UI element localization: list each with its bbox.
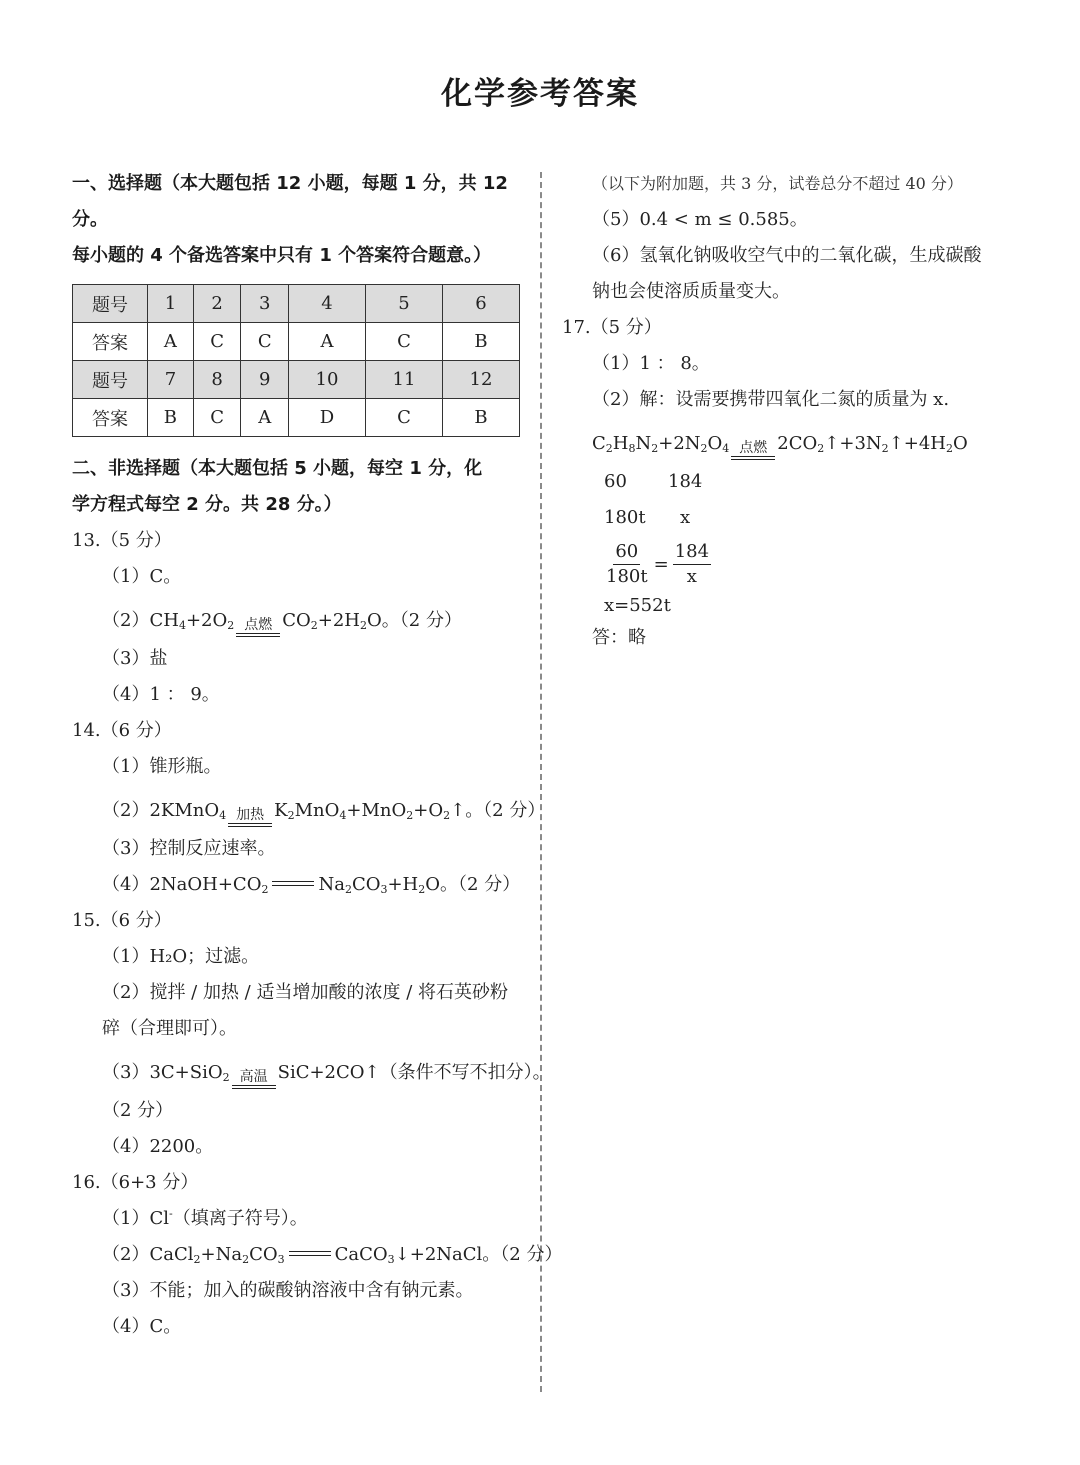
table-cell: 10 [289,361,366,399]
row-label: 题号 [73,285,148,323]
q16-answer-4: （4）C。 [102,1316,182,1337]
chem-formula: Cl- [149,1207,173,1229]
q14-answer-4-suffix: 。（2 分） [440,874,521,895]
q15-answer-3-prefix: （3） [102,1062,150,1083]
equals-bar [731,456,775,460]
fraction-denominator: x [686,565,697,587]
q13-answer-1: （1）C。 [102,566,182,587]
table-cell: 1 [148,285,194,323]
extra-note: （以下为附加题，共 3 分，试卷总分不超过 40 分） [592,174,963,193]
chem-equation: $2NaOH+CO_2$ [149,874,269,896]
q17-value-row [562,500,1022,536]
right-column [562,166,1022,656]
q13-answer-3: （3）盐 [102,648,168,669]
reaction-condition [232,1070,276,1089]
section2-heading-cont: 学方程式每空 2 分。共 28 分。） [72,494,342,515]
condition-text: 点燃 [244,617,273,633]
q14-answer-3: （3）控制反应速率。 [102,838,276,859]
q15-answer-2: （2）搅拌 / 加热 / 适当增加酸的浓度 / 将石英砂粉 [102,982,508,1003]
chem-equation: SiC+2CO↑ [277,1062,380,1083]
table-cell: 8 [193,361,241,399]
condition-text: 加热 [236,807,265,823]
table-cell: 5 [366,285,443,323]
table-cell: 7 [148,361,194,399]
equals-bar [272,881,314,886]
chem-equation: 3C+SiO$_2$ [149,1062,230,1084]
q17-answer-1: （1）1 ： 8。 [592,353,710,374]
q15-answer-1: （1）H₂O；过滤。 [102,946,260,967]
table-cell: A [241,399,289,437]
equals-bar [289,1251,331,1256]
answer-table [72,284,520,437]
table-cell: 2 [193,285,241,323]
q15-answer-3-cont: （2 分） [102,1100,174,1121]
chem-equation: CaCO$_3$↓+2NaCl [334,1244,483,1266]
q13-answer-2 [72,595,527,641]
row-label: 答案 [73,323,148,361]
q16-answer-1-suffix: （填离子符号）。 [172,1208,308,1229]
section1-heading: 一、选择题（本大题包括 12 小题，每题 1 分，共 12 分。 [72,173,508,230]
chem-equation: 2KMnO$_4$ [149,800,227,822]
reaction-condition [228,808,272,827]
table-row [73,361,520,399]
chem-equation: $K_2MnO_4+MnO_2+O_2↑$ [274,800,466,822]
q15-answer-3 [72,1047,551,1093]
table-row [73,399,520,437]
q16-answer-1 [72,1201,527,1237]
table-cell: B [442,399,519,437]
q15-label: 15.（6 分） [72,910,172,931]
table-row [73,323,520,361]
table-cell: D [289,399,366,437]
chem-equation: $2CO_2↑+3N_2↑+4H_2O$ [777,433,968,455]
equals-bar [232,1085,276,1089]
table-cell: C [366,323,443,361]
reaction-condition [731,441,775,460]
condition-text: 高温 [239,1069,268,1085]
equals-bar [236,633,280,637]
q15-answer-4: （4）2200。 [102,1136,214,1157]
q17-proportion [562,536,1022,592]
extra-answer-5: （5）0.4 < m ≤ 0.585。 [592,209,808,230]
q16-answer-1-prefix: （1） [102,1208,150,1229]
actual-mass-1: 180t [604,507,646,528]
table-cell: 11 [366,361,443,399]
q13-answer-4: （4）1 ： 9。 [102,684,220,705]
table-row [73,285,520,323]
fraction-right [673,540,711,589]
table-cell: 4 [289,285,366,323]
reaction-condition [236,618,280,637]
chem-equation: $CO_2+2H_2O$ [282,610,382,632]
table-cell: 3 [241,285,289,323]
q14-answer-4 [72,867,527,903]
left-column [72,166,563,1345]
section1-heading-cont: 每小题的 4 个备选答案中只有 1 个答案符合题意。） [72,245,492,266]
section2-heading: 二、非选择题（本大题包括 5 小题，每空 1 分，化 [72,458,483,479]
q14-answer-2-prefix: （2） [102,800,150,821]
chem-equation: $Na_2CO_3+H_2O$ [318,874,441,896]
table-cell: A [289,323,366,361]
q14-answer-2-suffix: 。（2 分） [465,800,546,821]
q14-answer-2 [72,785,546,831]
equals-bar [228,823,272,827]
table-cell: B [148,399,194,437]
chem-equation: $C_2H_8N_2+2N_2O_4$ [592,433,730,455]
q17-label: 17.（5 分） [562,317,662,338]
page-title: 化学参考答案 [441,76,639,112]
q13-answer-2-prefix: （2） [102,610,150,631]
extra-answer-6: （6）氢氧化钠吸收空气中的二氧化碳，生成碳酸 [592,245,982,266]
extra-answer-6-cont: 钠也会使溶质质量变大。 [592,281,790,302]
q15-answer-3-suffix: （条件不写不扣分）。 [379,1062,551,1083]
table-cell: 12 [442,361,519,399]
fraction-denominator: 180t [606,565,648,587]
q14-label: 14.（6 分） [72,720,172,741]
condition-text: 点燃 [739,440,768,456]
table-cell: C [366,399,443,437]
q17-result: x=552t [604,595,671,616]
q16-answer-2 [72,1237,563,1273]
chem-equation: $CaCl_2+Na_2CO_3$ [149,1244,285,1266]
table-cell: 9 [241,361,289,399]
chem-equation: $CH_4+2O_2$ [149,610,235,632]
q16-answer-3: （3）不能；加入的碳酸钠溶液中含有钠元素。 [102,1280,474,1301]
q16-label: 16.（6+3 分） [72,1172,199,1193]
q15-answer-2-cont: 碎（合理即可）。 [102,1018,237,1039]
table-cell: B [442,323,519,361]
q17-mass-row [562,464,1022,500]
row-label: 答案 [73,399,148,437]
q17-answer: 答：略 [592,627,646,648]
q16-answer-2-prefix: （2） [102,1244,150,1265]
q14-answer-4-prefix: （4） [102,874,150,895]
row-label: 题号 [73,361,148,399]
fraction-numerator: 60 [613,540,640,565]
q13-label: 13.（5 分） [72,530,172,551]
fraction-left [604,540,650,589]
fraction-numerator: 184 [673,540,711,565]
q14-answer-1: （1）锥形瓶。 [102,756,222,777]
q16-answer-2-suffix: 。（2 分） [482,1244,563,1265]
equals-sign: = [653,553,669,575]
q17-equation [562,418,1022,464]
molar-mass-2: 184 [668,471,703,492]
table-cell: A [148,323,194,361]
molar-mass-1: 60 [604,471,627,492]
table-cell: C [241,323,289,361]
column-divider [540,172,542,1392]
q17-answer-2: （2）解：设需要携带四氧化二氮的质量为 x. [592,389,950,410]
table-cell: C [193,323,241,361]
actual-mass-2: x [680,507,691,528]
table-cell: 6 [442,285,519,323]
q13-answer-2-suffix: 。（2 分） [381,610,462,631]
table-cell: C [193,399,241,437]
